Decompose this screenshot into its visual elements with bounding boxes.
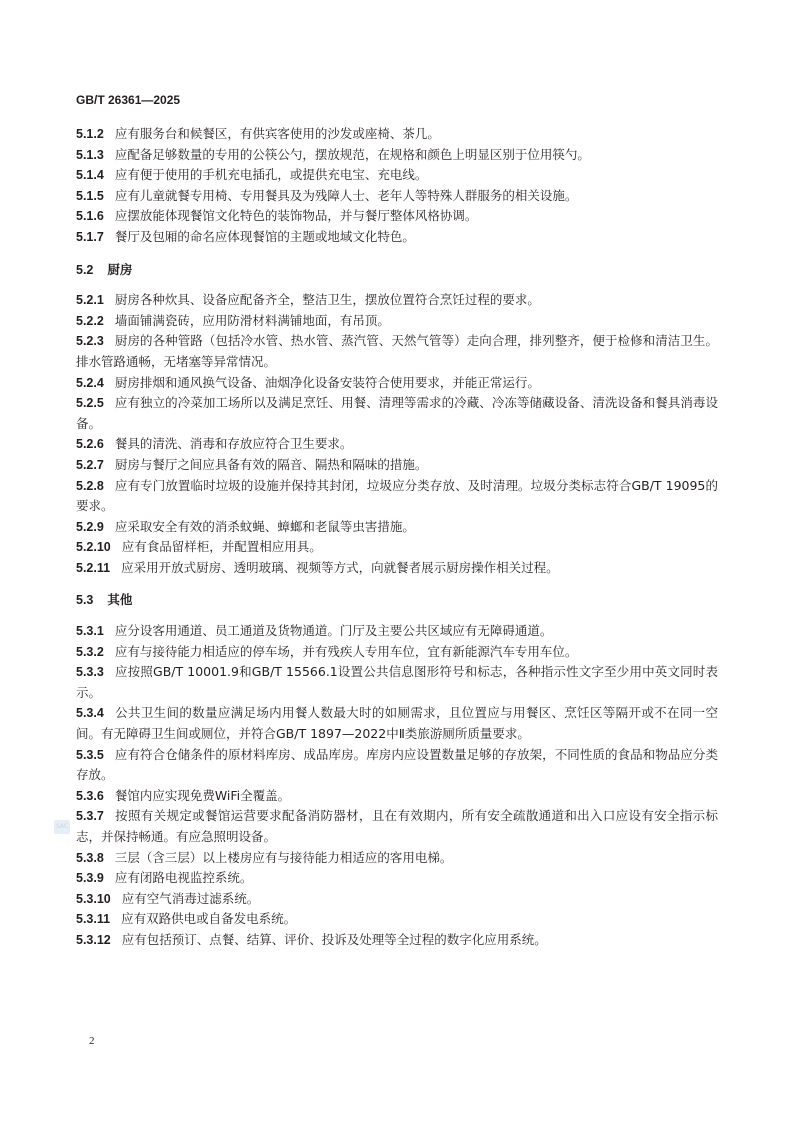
clause [76, 227, 718, 248]
clause-text: 公共卫生间的数量应满足场内用餐人数最大时的如厕需求，且位置应与用餐区、烹饪区等隔开或不在同一空间。有无障碍卫生间或厕位，并符合GB/T 1897—2022中Ⅱ类旅游厕所质量要求。 [76, 705, 718, 742]
clause-text: 厨房与餐厅之间应具备有效的隔音、隔热和隔味的措施。 [114, 456, 428, 472]
section-title: 其他 [107, 592, 133, 608]
clause-text: 应摆放能体现餐馆文化特色的装饰物品，并与餐厅整体风格协调。 [114, 208, 478, 224]
clause [76, 393, 718, 434]
clause-text: 餐具的清洗、消毒和存放应符合卫生要求。 [114, 436, 353, 452]
clause-number: 5.2.11 [76, 560, 111, 575]
section-number: 5.3 [76, 593, 94, 608]
clause-text: 按照有关规定或餐馆运营要求配备消防器材，且在有效期内，所有安全疏散通道和出入口应设有安全指示标志，并保持畅通。有应急照明设备。 [76, 808, 718, 844]
clause-text: 应分设客用通道、员工通道及货物通道。门厅及主要公共区域应有无障碍通道。 [114, 623, 553, 639]
clause [76, 331, 718, 372]
clause-number: 5.3.9 [76, 871, 104, 886]
clause [76, 745, 718, 786]
clause-text: 厨房各种炊具、设备应配备齐全，整洁卫生，摆放位置符合烹饪过程的要求。 [114, 292, 540, 308]
clause-number: 5.2.4 [76, 375, 104, 390]
clause-number: 5.3.4 [76, 706, 104, 721]
clause-number: 5.1.7 [76, 229, 104, 244]
clause-number: 5.1.5 [76, 188, 104, 203]
clause-text: 厨房的各种管路（包括冷水管、热水管、蒸汽管、天然气管等）走向合理，排列整齐，便于检修和清洁卫生。排水管路通畅，无堵塞等异常情况。 [76, 333, 718, 369]
clause [76, 662, 718, 703]
clause-number: 5.3.8 [76, 850, 104, 865]
document-body [76, 124, 718, 951]
clause-number: 5.1.3 [76, 147, 104, 162]
clause [76, 558, 718, 579]
clause-text: 应有双路供电或自备发电系统。 [121, 911, 297, 927]
clause [76, 889, 718, 910]
clause-number: 5.1.6 [76, 209, 104, 224]
clause-text: 应有独立的冷菜加工场所以及满足烹饪、用餐、清理等需求的冷藏、冷冻等储藏设备、清洗设备和餐具消毒设备。 [76, 395, 718, 431]
clause [76, 206, 718, 227]
section-number: 5.2 [76, 262, 94, 277]
clause-number: 5.3.1 [76, 624, 104, 639]
clause [76, 145, 718, 166]
page-number: 2 [89, 1035, 95, 1047]
clause-number: 5.3.2 [76, 644, 104, 659]
clause [76, 868, 718, 889]
clause-text: 应有包括预订、点餐、结算、评价、投诉及处理等全过程的数字化应用系统。 [121, 931, 547, 947]
clause-text: 应有专门放置临时垃圾的设施并保持其封闭，垃圾应分类存放、及时清理。垃圾分类标志符合GB/T 19095的要求。 [76, 477, 718, 514]
clause-number: 5.3.7 [76, 809, 104, 824]
clause-text: 餐厅及包厢的命名应体现餐馆的主题或地域文化特色。 [114, 228, 415, 244]
clause [76, 537, 718, 558]
clause-text: 应有食品留样柜，并配置相应用具。 [121, 539, 322, 555]
watermark-logo: SAC [54, 820, 70, 834]
clause [76, 434, 718, 455]
clause-text: 应有便于使用的手机充电插孔，或提供充电宝、充电线。 [114, 167, 428, 183]
clause [76, 930, 718, 951]
clause-number: 5.3.3 [76, 665, 104, 680]
clause [76, 786, 718, 807]
clause [76, 311, 718, 332]
clause [76, 621, 718, 642]
clause-number: 5.2.8 [76, 478, 104, 493]
clause-number: 5.3.12 [76, 932, 111, 947]
clause [76, 806, 718, 847]
clause [76, 517, 718, 538]
clause [76, 124, 718, 145]
section-heading [76, 260, 718, 281]
clause [76, 703, 718, 744]
clause-text: 应有空气消毒过滤系统。 [121, 890, 260, 906]
clause [76, 373, 718, 394]
clause-number: 5.3.11 [76, 912, 111, 927]
clause [76, 186, 718, 207]
clause-number: 5.1.4 [76, 168, 104, 183]
clause-number: 5.3.10 [76, 891, 111, 906]
clause-number: 5.2.1 [76, 293, 104, 308]
clause [76, 290, 718, 311]
clause-text: 应有服务台和候餐区，有供宾客使用的沙发或座椅、茶几。 [114, 126, 440, 141]
clause-text: 应有闭路电视监控系统。 [114, 870, 253, 886]
clause-number: 5.2.9 [76, 519, 104, 534]
clause-number: 5.2.6 [76, 437, 104, 452]
clause-number: 5.2.5 [76, 396, 104, 411]
clause-text: 厨房排烟和通风换气设备、油烟净化设备安装符合使用要求，并能正常运行。 [114, 374, 540, 390]
clause-text: 餐馆内应实现免费WiFi全覆盖。 [114, 787, 291, 803]
clause-text: 应配备足够数量的专用的公筷公勺，摆放规范，在规格和颜色上明显区别于位用筷勺。 [114, 146, 590, 162]
clause-text: 应有与接待能力相适应的停车场，并有残疾人专用车位，宜有新能源汽车专用车位。 [114, 643, 578, 659]
clause-text: 应有符合仓储条件的原材料库房、成品库房。库房内应设置数量足够的存放架，不同性质的食品和物品应分类存放。 [76, 746, 718, 783]
clause [76, 476, 718, 517]
standard-header: GB/T 26361—2025 [76, 93, 181, 107]
clause-text: 应采取安全有效的消杀蚊蝇、蟑螂和老鼠等虫害措施。 [114, 518, 415, 534]
clause-number: 5.2.10 [76, 540, 111, 555]
clause-text: 应采用开放式厨房、透明玻璃、视频等方式，向就餐者展示厨房操作相关过程。 [121, 559, 559, 575]
clause [76, 848, 718, 869]
clause [76, 642, 718, 663]
clause [76, 165, 718, 186]
clause-text: 墙面铺满瓷砖，应用防滑材料满铺地面，有吊顶。 [114, 312, 390, 328]
clause-number: 5.1.2 [76, 127, 104, 141]
clause-number: 5.3.6 [76, 788, 104, 803]
clause-number: 5.2.2 [76, 313, 104, 328]
clause [76, 455, 718, 476]
clause-number: 5.2.7 [76, 457, 104, 472]
clause [76, 909, 718, 930]
clause-number: 5.2.3 [76, 334, 104, 349]
clause-text: 应有儿童就餐专用椅、专用餐具及为残障人士、老年人等特殊人群服务的相关设施。 [114, 187, 578, 203]
clause-text: 三层（含三层）以上楼房应有与接待能力相适应的客用电梯。 [114, 849, 453, 865]
clause-number: 5.3.5 [76, 747, 104, 762]
section-heading [76, 590, 718, 611]
clause-text: 应按照GB/T 10001.9和GB/T 15566.1设置公共信息图形符号和标志，各种指示性文字至少用中英文同时表示。 [76, 664, 718, 700]
section-title: 厨房 [107, 261, 133, 277]
